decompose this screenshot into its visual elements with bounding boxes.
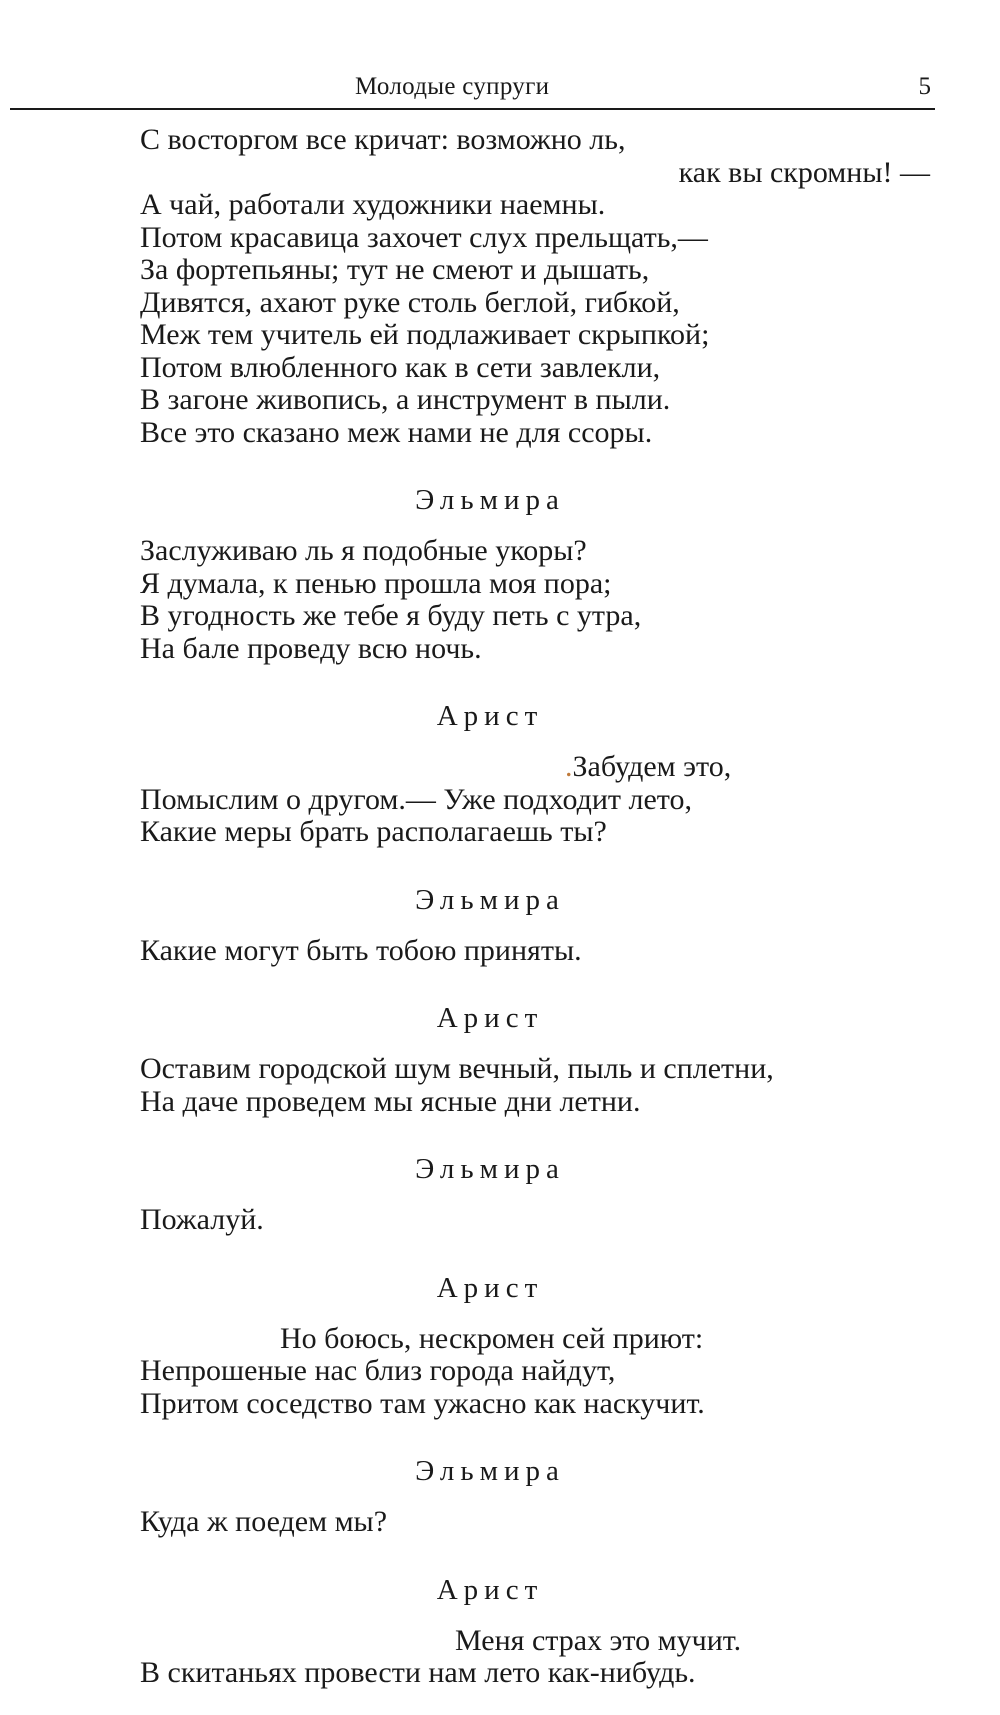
verse-line: Меня страх это мучит.: [455, 1623, 742, 1657]
verse-line: В загоне живопись, а инструмент в пыли.: [140, 383, 671, 416]
stray-dot: .: [565, 750, 573, 783]
speaker-name: Эльмира: [415, 1153, 565, 1185]
verse-line: Потом влюбленного как в сети завлекли,: [140, 350, 661, 384]
verse-line: Меж тем учитель ей подлаживает скрыпкой;: [140, 318, 710, 351]
speaker-name: Арист: [436, 1271, 544, 1304]
verse-line: Дивятся, ахают руке столь беглой, гибкой,: [140, 285, 680, 319]
verse-line: Какие меры брать располагаешь ты?: [140, 815, 607, 848]
play-text: [140, 124, 940, 1690]
verse-line: Пожалуй.: [140, 1203, 264, 1236]
running-title: Молодые супруги: [355, 73, 550, 100]
page-number: 5: [918, 73, 931, 100]
verse-line: Притом соседство там ужасно как наскучит.: [140, 1386, 705, 1420]
speaker-name: Эльмира: [415, 484, 565, 516]
verse-line: С восторгом все кричат: возможно ль,: [140, 123, 626, 156]
running-header: [10, 70, 935, 110]
verse-line: Заслуживаю ль я подобные укоры?: [140, 534, 587, 567]
verse-line: За фортепьяны; тут не смеют и дышать,: [140, 253, 650, 286]
verse-line: Все это сказано меж нами не для ссоры.: [140, 415, 653, 449]
speaker-name: Эльмира: [415, 1455, 565, 1487]
verse-line: Потом красавица захочет слух прельщать,—: [140, 220, 708, 254]
verse-line: Куда ж поедем мы?: [140, 1505, 388, 1538]
verse-line: В скитаньях провести нам лето как-нибудь.: [140, 1656, 696, 1689]
verse-line: как вы скромны! —: [678, 155, 930, 189]
verse-line: Я думала, к пенью прошла моя пора;: [140, 566, 612, 600]
verse-line: Оставим городской шум вечный, пыль и сплетни,: [140, 1052, 774, 1085]
verse-line: А чай, работали художники наемны.: [140, 188, 606, 221]
verse-text: Забудем это,: [572, 750, 732, 783]
speaker-name: Эльмира: [415, 883, 565, 916]
verse-line: Помыслим о другом.— Уже подходит лето,: [140, 782, 693, 816]
verse-line: Какие могут быть тобою приняты.: [140, 933, 582, 967]
verse-line: Но боюсь, нескромен сей приют:: [280, 1321, 704, 1355]
speaker-name: Арист: [436, 1573, 544, 1606]
verse-line: На бале проведу всю ночь.: [140, 631, 482, 665]
verse-line: Непрошеные нас близ города найдут,: [140, 1354, 616, 1387]
verse-line: В угодность же тебе я буду петь с утра,: [140, 599, 642, 632]
speaker-name: Арист: [436, 700, 544, 732]
speaker-name: Арист: [436, 1002, 544, 1034]
verse-line: [140, 751, 940, 784]
verse-line: На даче проведем мы ясные дни летни.: [140, 1084, 641, 1118]
